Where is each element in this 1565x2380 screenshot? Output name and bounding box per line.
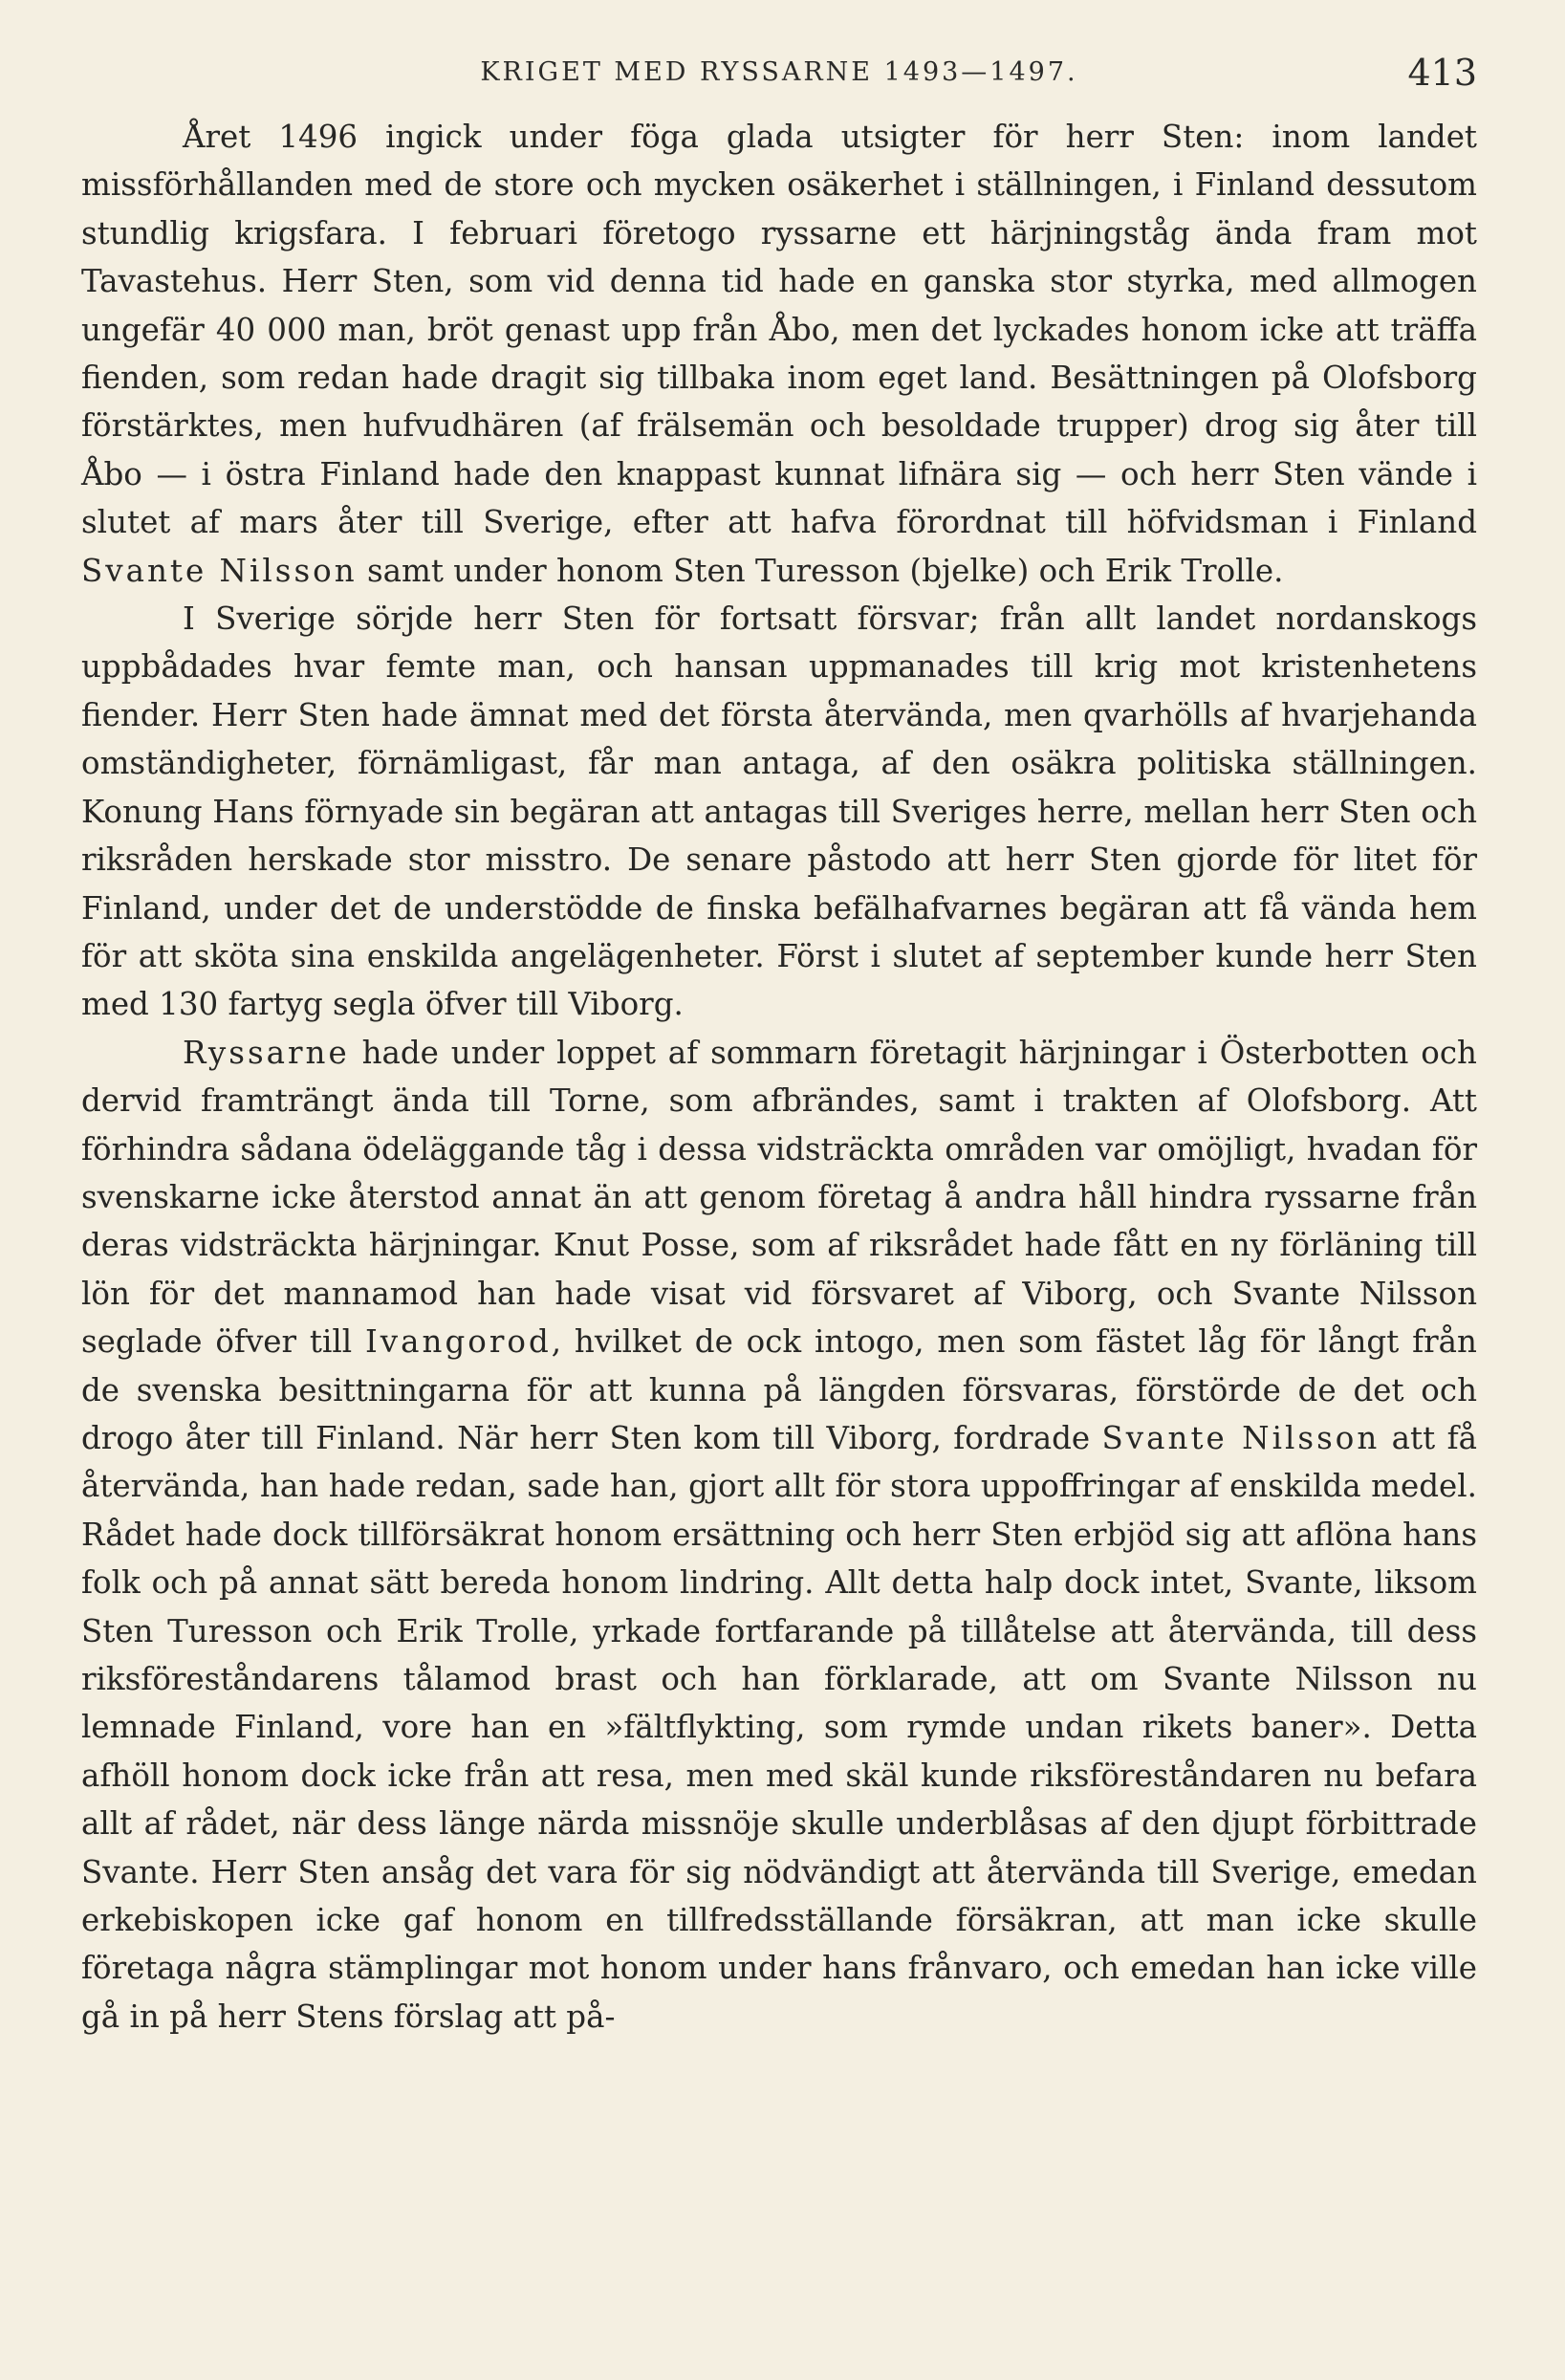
page-header — [81, 52, 1477, 94]
text-run: hade under loppet af sommarn företagit härjningar i Österbotten och dervid framträngt ända till Torne, som afbrändes, samt i trakten af Olofsborg. Att förhindra sådana ödeläggande tåg i dessa vidsträckta områden var omöjligt, hvadan för svenskarne icke återstod annat än att genom företag å andra håll hindra ryssarne från deras vidsträckta härjningar. Knut Posse, som af riksrådet hade fått en ny förläning till lön för det mannamod han hade visat vid försvaret af Viborg, och Svante Nilsson seglade öfver till — [81, 1034, 1477, 1361]
text-run: samt under honom Sten Turesson (bjelke) och Erik Trolle. — [357, 552, 1284, 589]
body-text — [81, 113, 1477, 2041]
text-run: Året 1496 ingick under föga glada utsigter för herr Sten: inom landet missförhållanden med de store och mycken osäkerhet i ställningen, i Finland dessutom stundlig krigsfara. I februari företogo ryssarne ett härjningståg ända fram mot Tavastehus. Herr Sten, som vid denna tid hade en ganska stor styrka, med allmogen ungefär 40 000 man, bröt genast upp från Åbo, men det lyckades honom icke att träffa fienden, som redan hade dragit sig tillbaka inom eget land. Besättningen på Olofsborg förstärktes, men hufvudhären (af frälsemän och besoldade trupper) drog sig åter till Åbo — i östra Finland hade den knappast kunnat lifnära sig — och herr Sten vände i slutet af mars åter till Sverige, efter att hafva förordnat till höfvidsman i Finland — [81, 119, 1477, 541]
text-run: I Sverige sörjde herr Sten för fortsatt försvar; från allt landet nordanskogs uppbådades hvar femte man, och hansan uppmanades till krig mot kristenhetens fiender. Herr Sten hade ämnat med det första återvända, men qvarhölls af hvarjehanda omständigheter, förnämligast, får man antaga, af den osäkra politiska ställningen. Konung Hans förnyade sin begäran att antagas till Sveriges herre, mellan herr Sten och riksråden herskade stor misstro. De senare påstodo att herr Sten gjorde för litet för Finland, under det de understödde de finska befälhafvarnes begäran att få vända hem för att sköta sina enskilda angelägenheter. Först i slutet af september kunde herr Sten med 130 fartyg segla öfver till Viborg. — [81, 600, 1477, 1023]
spaced-name-run: Ivangorod — [364, 1323, 552, 1361]
spaced-name-run: Ryssarne — [183, 1034, 350, 1071]
spaced-name-run: Svante Nilsson — [1101, 1419, 1380, 1456]
spaced-name-run: Svante Nilsson — [81, 552, 358, 589]
text-run: att få återvända, han hade redan, sade han, gjort allt för stora uppoffringar af enskilda medel. Rådet hade dock tillförsäkrat honom ersättning och herr Sten erbjöd sig att aflöna hans folk och på annat sätt bereda honom lindring. Allt detta halp dock intet, Svante, liksom Sten Turesson och Erik Trolle, yrkade fortfarande på tillåtelse att återvända, till dess riksföreståndarens tålamod brast och han förklarade, att om Svante Nilsson nu lemnade Finland, vore han en »fältflykting, som rymde undan rikets baner». Detta afhöll honom dock icke från att resa, men med skäl kunde riksföreståndaren nu befara allt af rådet, när dess länge närda missnöje skulle underblåsas af den djupt förbittrade Svante. Herr Sten ansåg det vara för sig nödvändigt att återvända till Sverige, emedan erkebiskopen icke gaf honom en tillfredsställande försäkran, att man icke skulle företaga några stämplingar mot honom under hans frånvaro, och emedan han icke ville gå in på herr Stens förslag att på- — [81, 1419, 1477, 2035]
paragraph — [81, 113, 1477, 595]
running-head: KRIGET MED RYSSARNE 1493—1497. — [480, 57, 1078, 87]
page-number: 413 — [1407, 52, 1477, 94]
text-run: , hvilket de ock intogo, men som fästet låg för långt från de svenska besittningarna för att kunna på längden försvaras, förstörde de det och drogo åter till Finland. När herr Sten kom till Viborg, fordrade — [81, 1323, 1477, 1456]
paragraph — [81, 595, 1477, 1029]
paragraph — [81, 1029, 1477, 2042]
